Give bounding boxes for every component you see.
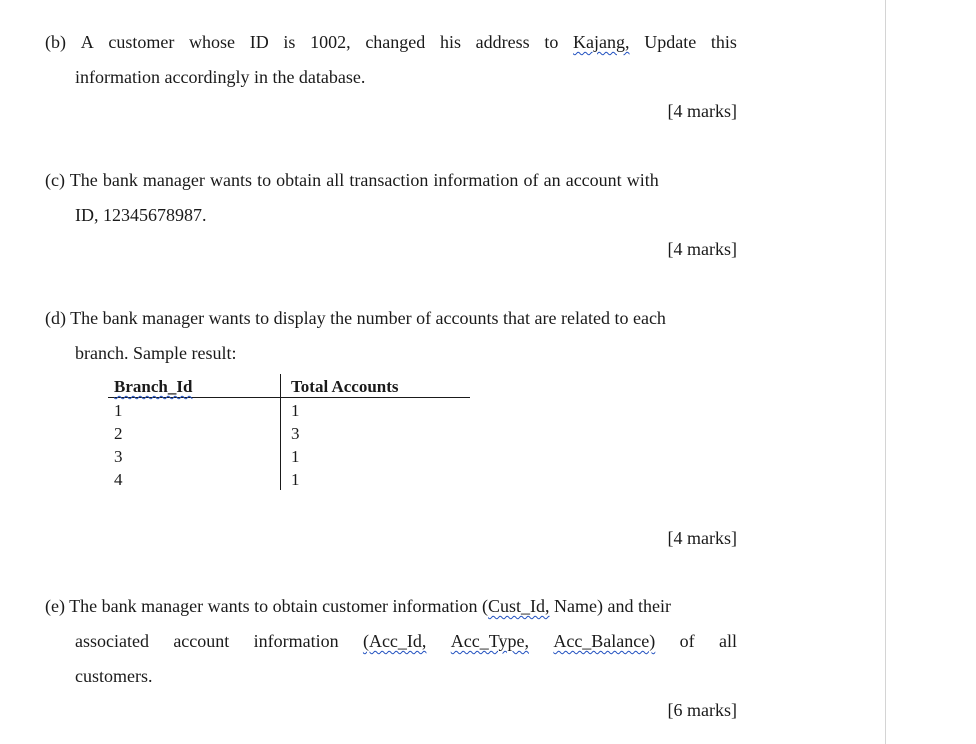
spellcheck-flag-cust-id[interactable]: Cust_Id, [488, 596, 550, 616]
table-column-divider [280, 374, 281, 490]
question-e-line-1 [45, 595, 671, 617]
question-d-marks: [4 marks] [667, 528, 737, 548]
table-cell: 2 [114, 424, 123, 443]
table-cell: 1 [291, 401, 300, 420]
question-b-word: ID [249, 32, 269, 52]
question-b-word: address [475, 32, 530, 52]
question-b-word: to [544, 32, 559, 52]
question-b-word: 1002, [310, 32, 351, 52]
question-c-marks: [4 marks] [667, 239, 737, 259]
question-b-word: his [439, 32, 461, 52]
question-b-word: customer [108, 32, 175, 52]
question-b-word: changed [365, 32, 426, 52]
question-d-line-1: (d) The bank manager wants to display the number of accounts that are related to each [45, 308, 666, 328]
spellcheck-flag-acc-id[interactable]: (Acc_Id, [362, 631, 427, 651]
question-c-line-1: (c) The bank manager wants to obtain all transaction information of an account with [45, 170, 659, 190]
sample-result-table [108, 374, 470, 490]
question-b-word: is [283, 32, 296, 52]
question-b-word: (b) [45, 32, 66, 52]
table-cell: 1 [114, 401, 123, 420]
question-e-text: (e) The bank manager wants to obtain customer information ( [45, 596, 489, 616]
table-cell: 1 [291, 447, 300, 466]
question-e-line-3: customers. [75, 666, 153, 686]
page-edge-divider [885, 0, 886, 744]
table-cell: 1 [291, 470, 300, 489]
spellcheck-flag-kajang[interactable]: Kajang, [573, 32, 630, 52]
spellcheck-flag-acc-balance[interactable]: Acc_Balance) [553, 631, 656, 651]
question-b-marks: [4 marks] [667, 101, 737, 121]
table-cell: 3 [291, 424, 300, 443]
table-header-branch-id: Branch_Id [114, 377, 193, 396]
question-b-word: A [80, 32, 94, 52]
question-d-line-2: branch. Sample result: [75, 343, 237, 363]
question-e-marks: [6 marks] [667, 700, 737, 720]
question-e-word: all [718, 631, 737, 651]
question-b-word: this [710, 32, 737, 52]
question-e-word: associated [75, 631, 149, 651]
question-e-line-2 [75, 630, 737, 652]
question-e-word: of [679, 631, 695, 651]
question-b-line-2: information accordingly in the database. [75, 67, 366, 87]
question-c-line-2: ID, 12345678987. [75, 205, 207, 225]
table-cell: 4 [114, 470, 123, 489]
question-e-word: account [173, 631, 230, 651]
question-e-text: Name) and their [549, 596, 671, 616]
question-b-line-1 [45, 31, 737, 53]
table-header-total-accounts: Total Accounts [291, 377, 399, 396]
question-e-word: information [253, 631, 339, 651]
table-cell: 3 [114, 447, 123, 466]
question-b-word: Update [644, 32, 697, 52]
spellcheck-flag-acc-type[interactable]: Acc_Type, [450, 631, 529, 651]
question-b-word: whose [189, 32, 236, 52]
